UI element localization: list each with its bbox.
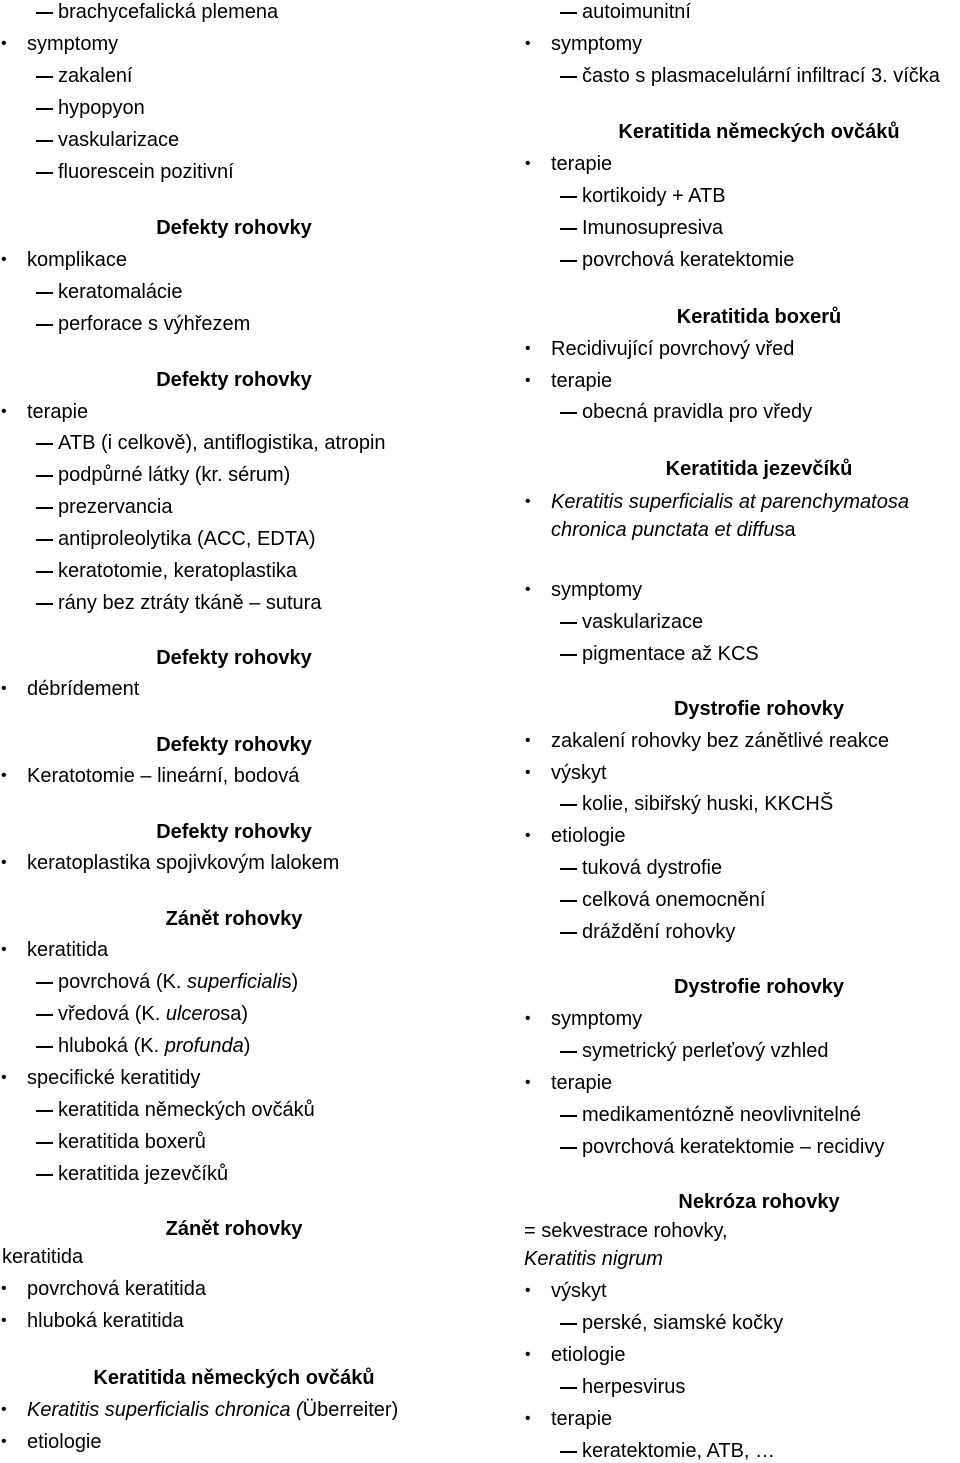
bullet-item: • výskyt — [551, 761, 607, 785]
sub-bullet-item: hypopyon — [58, 97, 145, 119]
sub-bullet-item: povrchová (K. superficialis) — [58, 971, 299, 993]
section-heading: Dystrofie rohovky — [673, 976, 845, 998]
sub-bullet-item: keratektomie, ATB, … — [582, 1440, 776, 1462]
bullet-item: • výskyt — [551, 1279, 607, 1303]
bullet-item: • Keratotomie – lineární, bodová — [27, 764, 299, 788]
section-heading: Nekróza rohovky — [678, 1191, 840, 1213]
bullet-item: • hluboká keratitida — [27, 1309, 184, 1333]
section-heading: Dystrofie rohovky — [673, 698, 845, 720]
bullet-item: • symptomy — [27, 32, 118, 56]
bullet-item: • terapie — [551, 152, 612, 176]
bullet-item: • zakalení rohovky bez zánětlivé reakce — [551, 729, 889, 753]
sub-bullet-item: podpůrné látky (kr. sérum) — [58, 464, 291, 486]
sub-bullet-item: medikamentózně neovlivnitelné — [582, 1104, 862, 1126]
bullet-item: • terapie — [551, 1071, 612, 1095]
text-line: Keratitis nigrum — [524, 1248, 663, 1270]
bullet-item: • terapie — [27, 400, 88, 424]
bullet-item: • débrídement — [27, 677, 139, 701]
text-line: keratitida — [2, 1246, 84, 1268]
sub-bullet-item: symetrický perleťový vzhled — [582, 1040, 829, 1062]
sub-bullet-item: kortikoidy + ATB — [582, 185, 726, 207]
sub-bullet-item: vaskularizace — [58, 129, 180, 151]
text-line: = sekvestrace rohovky, — [524, 1220, 728, 1242]
bullet-item: • terapie — [551, 1407, 612, 1431]
section-heading: Keratitida jezevčíků — [665, 458, 853, 480]
sub-bullet-item: keratomalácie — [58, 281, 183, 303]
bullet-item: • specifické keratitidy — [27, 1066, 200, 1090]
sub-bullet-item: kolie, sibiřský huski, KKCHŠ — [582, 793, 834, 815]
bullet-item: • etiologie — [551, 1343, 626, 1367]
sub-bullet-item: brachycefalická plemena — [58, 1, 279, 23]
sub-bullet-item: tuková dystrofie — [582, 857, 723, 879]
sub-bullet-item: často s plasmacelulární infiltrací 3. víčka — [582, 65, 940, 87]
section-heading: Defekty rohovky — [156, 647, 312, 669]
bullet-item: • Keratitis superficialis chronica (Überreiter) — [27, 1398, 398, 1422]
section-heading: Keratitida německých ovčáků — [618, 121, 900, 143]
sub-bullet-item: fluorescein pozitivní — [58, 161, 234, 183]
section-heading: Zánět rohovky — [165, 908, 303, 930]
sub-bullet-item: Imunosupresiva — [582, 217, 724, 239]
sub-bullet-item: keratotomie, keratoplastika — [58, 560, 298, 582]
bullet-item: • povrchová keratitida — [27, 1277, 206, 1301]
bullet-item: • keratitida — [27, 938, 108, 962]
bullet-item: • symptomy — [551, 578, 642, 602]
sub-bullet-item: keratitida boxerů — [58, 1131, 206, 1153]
section-heading: Zánět rohovky — [165, 1218, 303, 1240]
sub-bullet-item: antiproleolytika (ACC, EDTA) — [58, 528, 316, 550]
sub-bullet-item: obecná pravidla pro vředy — [582, 401, 813, 423]
sub-bullet-item: herpesvirus — [582, 1376, 686, 1398]
sub-bullet-item: rány bez ztráty tkáně – sutura — [58, 592, 322, 614]
sub-bullet-item: vředová (K. ulcerosa) — [58, 1003, 249, 1025]
section-heading: Defekty rohovky — [156, 217, 312, 239]
sub-bullet-item: celková onemocnění — [582, 889, 766, 911]
section-heading: Defekty rohovky — [156, 821, 312, 843]
sub-bullet-item: keratitida jezevčíků — [58, 1163, 229, 1185]
bullet-item: • etiologie — [27, 1430, 102, 1454]
sub-bullet-item: keratitida německých ovčáků — [58, 1099, 315, 1121]
bullet-item: • terapie — [551, 369, 612, 393]
sub-bullet-item: povrchová keratektomie – recidivy — [582, 1136, 885, 1158]
sub-bullet-item: ATB (i celkově), antiflogistika, atropin — [58, 432, 386, 454]
sub-bullet-item: prezervancia — [58, 496, 173, 518]
section-heading: Keratitida boxerů — [676, 306, 842, 328]
sub-bullet-item: perforace s výhřezem — [58, 313, 251, 335]
sub-bullet-item: hluboká (K. profunda) — [58, 1035, 251, 1057]
sub-bullet-item: autoimunitní — [582, 1, 691, 23]
bullet-item: • komplikace — [27, 248, 127, 272]
sub-bullet-item: povrchová keratektomie — [582, 249, 795, 271]
bullet-item: • symptomy — [551, 32, 642, 56]
sub-bullet-item: perské, siamské kočky — [582, 1312, 784, 1334]
bullet-item: • keratoplastika spojivkovým lalokem — [27, 851, 339, 875]
section-heading: Defekty rohovky — [156, 734, 312, 756]
bullet-item: • etiologie — [551, 824, 626, 848]
section-heading: Keratitida německých ovčáků — [93, 1367, 375, 1389]
sub-bullet-item: zakalení — [58, 65, 133, 87]
bullet-item: • Keratitis superficialis at parenchymatosa chronica punctata et diffusa — [551, 488, 951, 544]
bullet-item: • Recidivující povrchový vřed — [551, 337, 794, 361]
sub-bullet-item: pigmentace až KCS — [582, 643, 759, 665]
sub-bullet-item: vaskularizace — [582, 611, 704, 633]
sub-bullet-item: dráždění rohovky — [582, 921, 736, 943]
section-heading: Defekty rohovky — [156, 369, 312, 391]
bullet-item: • symptomy — [551, 1007, 642, 1031]
